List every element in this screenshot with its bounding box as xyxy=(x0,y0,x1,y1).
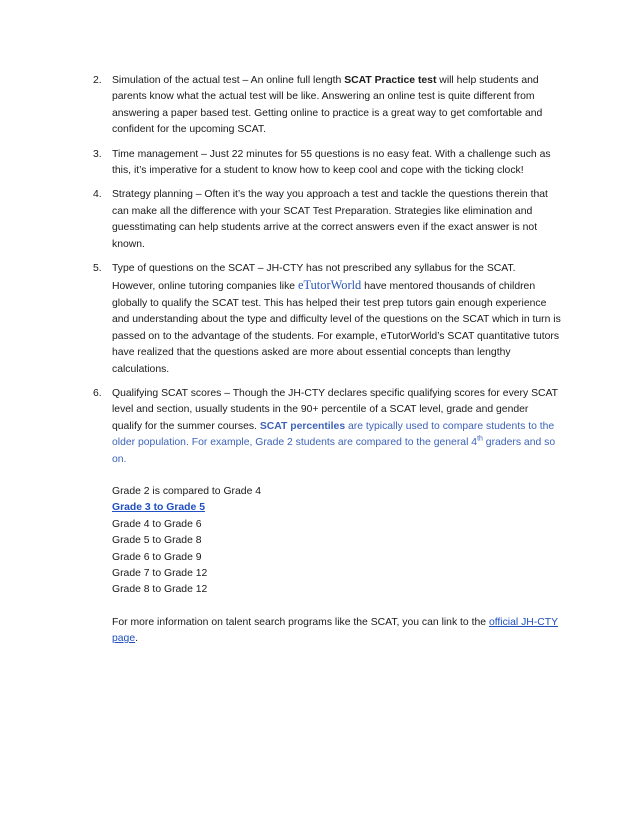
grade-line: Grade 5 to Grade 8 xyxy=(112,535,202,547)
item-text xyxy=(112,386,561,468)
item-text-part: graders and so on. xyxy=(112,437,556,465)
tips-list xyxy=(0,73,638,648)
item-number: 4. xyxy=(93,189,102,201)
etutorworld-link[interactable]: eTutorWorld xyxy=(297,278,362,293)
item-text-part: . xyxy=(135,633,139,645)
scat-percentiles-link[interactable]: SCAT percentiles xyxy=(259,420,346,432)
item-text xyxy=(112,261,561,378)
item-text-part: will help students and parents know what the actual test will be like. Answering an online test is quite different from answering a paper based test. Getting online to practice is a great way to get comfortable and confident for the upcoming SCAT. xyxy=(112,75,543,136)
item-text-part: Qualifying SCAT scores – Though the JH-CTY declares specific qualifying scores for every SCAT level and section, usually students in the 90+ percentile of a SCAT level, grade and gender qualify for the summer courses. xyxy=(112,387,558,432)
grade-line: Grade 2 is compared to Grade 4 xyxy=(112,485,262,497)
list-item xyxy=(0,147,561,180)
item-text-part: – An online full length xyxy=(239,75,345,86)
more-info xyxy=(112,615,561,648)
item-number: 5. xyxy=(93,263,102,275)
item-text-part: Type of questions on the SCAT – JH-CTY has not prescribed any syllabus for the SCAT. However, online tutoring companies like xyxy=(112,263,516,293)
grade-line: Grade 4 to Grade 6 xyxy=(112,518,202,530)
item-number: 3. xyxy=(93,148,102,160)
item-text xyxy=(112,73,561,139)
item-number: 2. xyxy=(93,75,102,86)
superscript: th xyxy=(477,435,483,443)
official-jh-cty-link[interactable]: official JH-CTY page xyxy=(112,616,559,645)
scat-practice-test-link[interactable]: SCAT Practice test xyxy=(344,75,437,86)
grade-line: Grade 8 to Grade 12 xyxy=(112,584,208,596)
list-item xyxy=(0,187,561,253)
grade-comparison-list xyxy=(112,484,561,599)
item-text: Strategy planning – Often it’s the way you approach a test and tackle the questions therein that can make all the difference with your SCAT Test Preparation. Strategies like elimination and guesstimating can help students arrive at the correct answers even if the exact answer is not known. xyxy=(112,189,548,250)
grade-line: Grade 6 to Grade 9 xyxy=(112,551,202,563)
item-label: Simulation of the actual test xyxy=(112,75,240,86)
item-number: 6. xyxy=(93,387,102,399)
grade-line: Grade 7 to Grade 12 xyxy=(112,567,208,579)
item-text-part: are typically used to compare students to the older population. For example, Grade 2 students are compared to the general 4 xyxy=(112,420,555,449)
grade-link[interactable]: Grade 3 to Grade 5 xyxy=(112,502,205,514)
item-text-part: have mentored thousands of children globally to qualify the SCAT test. This has helped their test prep tutors gain enough experience and understanding about the type and difficulty level of the questions on the SCAT which in turn is passed on to the advantage of the students. For example, eTutorWorld’s SCAT quantitative tutors have realized that the questions asked are more about essential concepts than lengthy calculations. xyxy=(112,281,561,375)
item-text: Time management – Just 22 minutes for 55 questions is no easy feat. With a challenge such as this, it’s imperative for a student to know how to keep cool and cope with the ticking clock! xyxy=(112,148,551,177)
item-text-part: For more information on talent search programs like the SCAT, you can link to the xyxy=(112,616,489,628)
list-item xyxy=(0,73,561,139)
list-item xyxy=(0,386,561,648)
list-item xyxy=(0,261,561,378)
